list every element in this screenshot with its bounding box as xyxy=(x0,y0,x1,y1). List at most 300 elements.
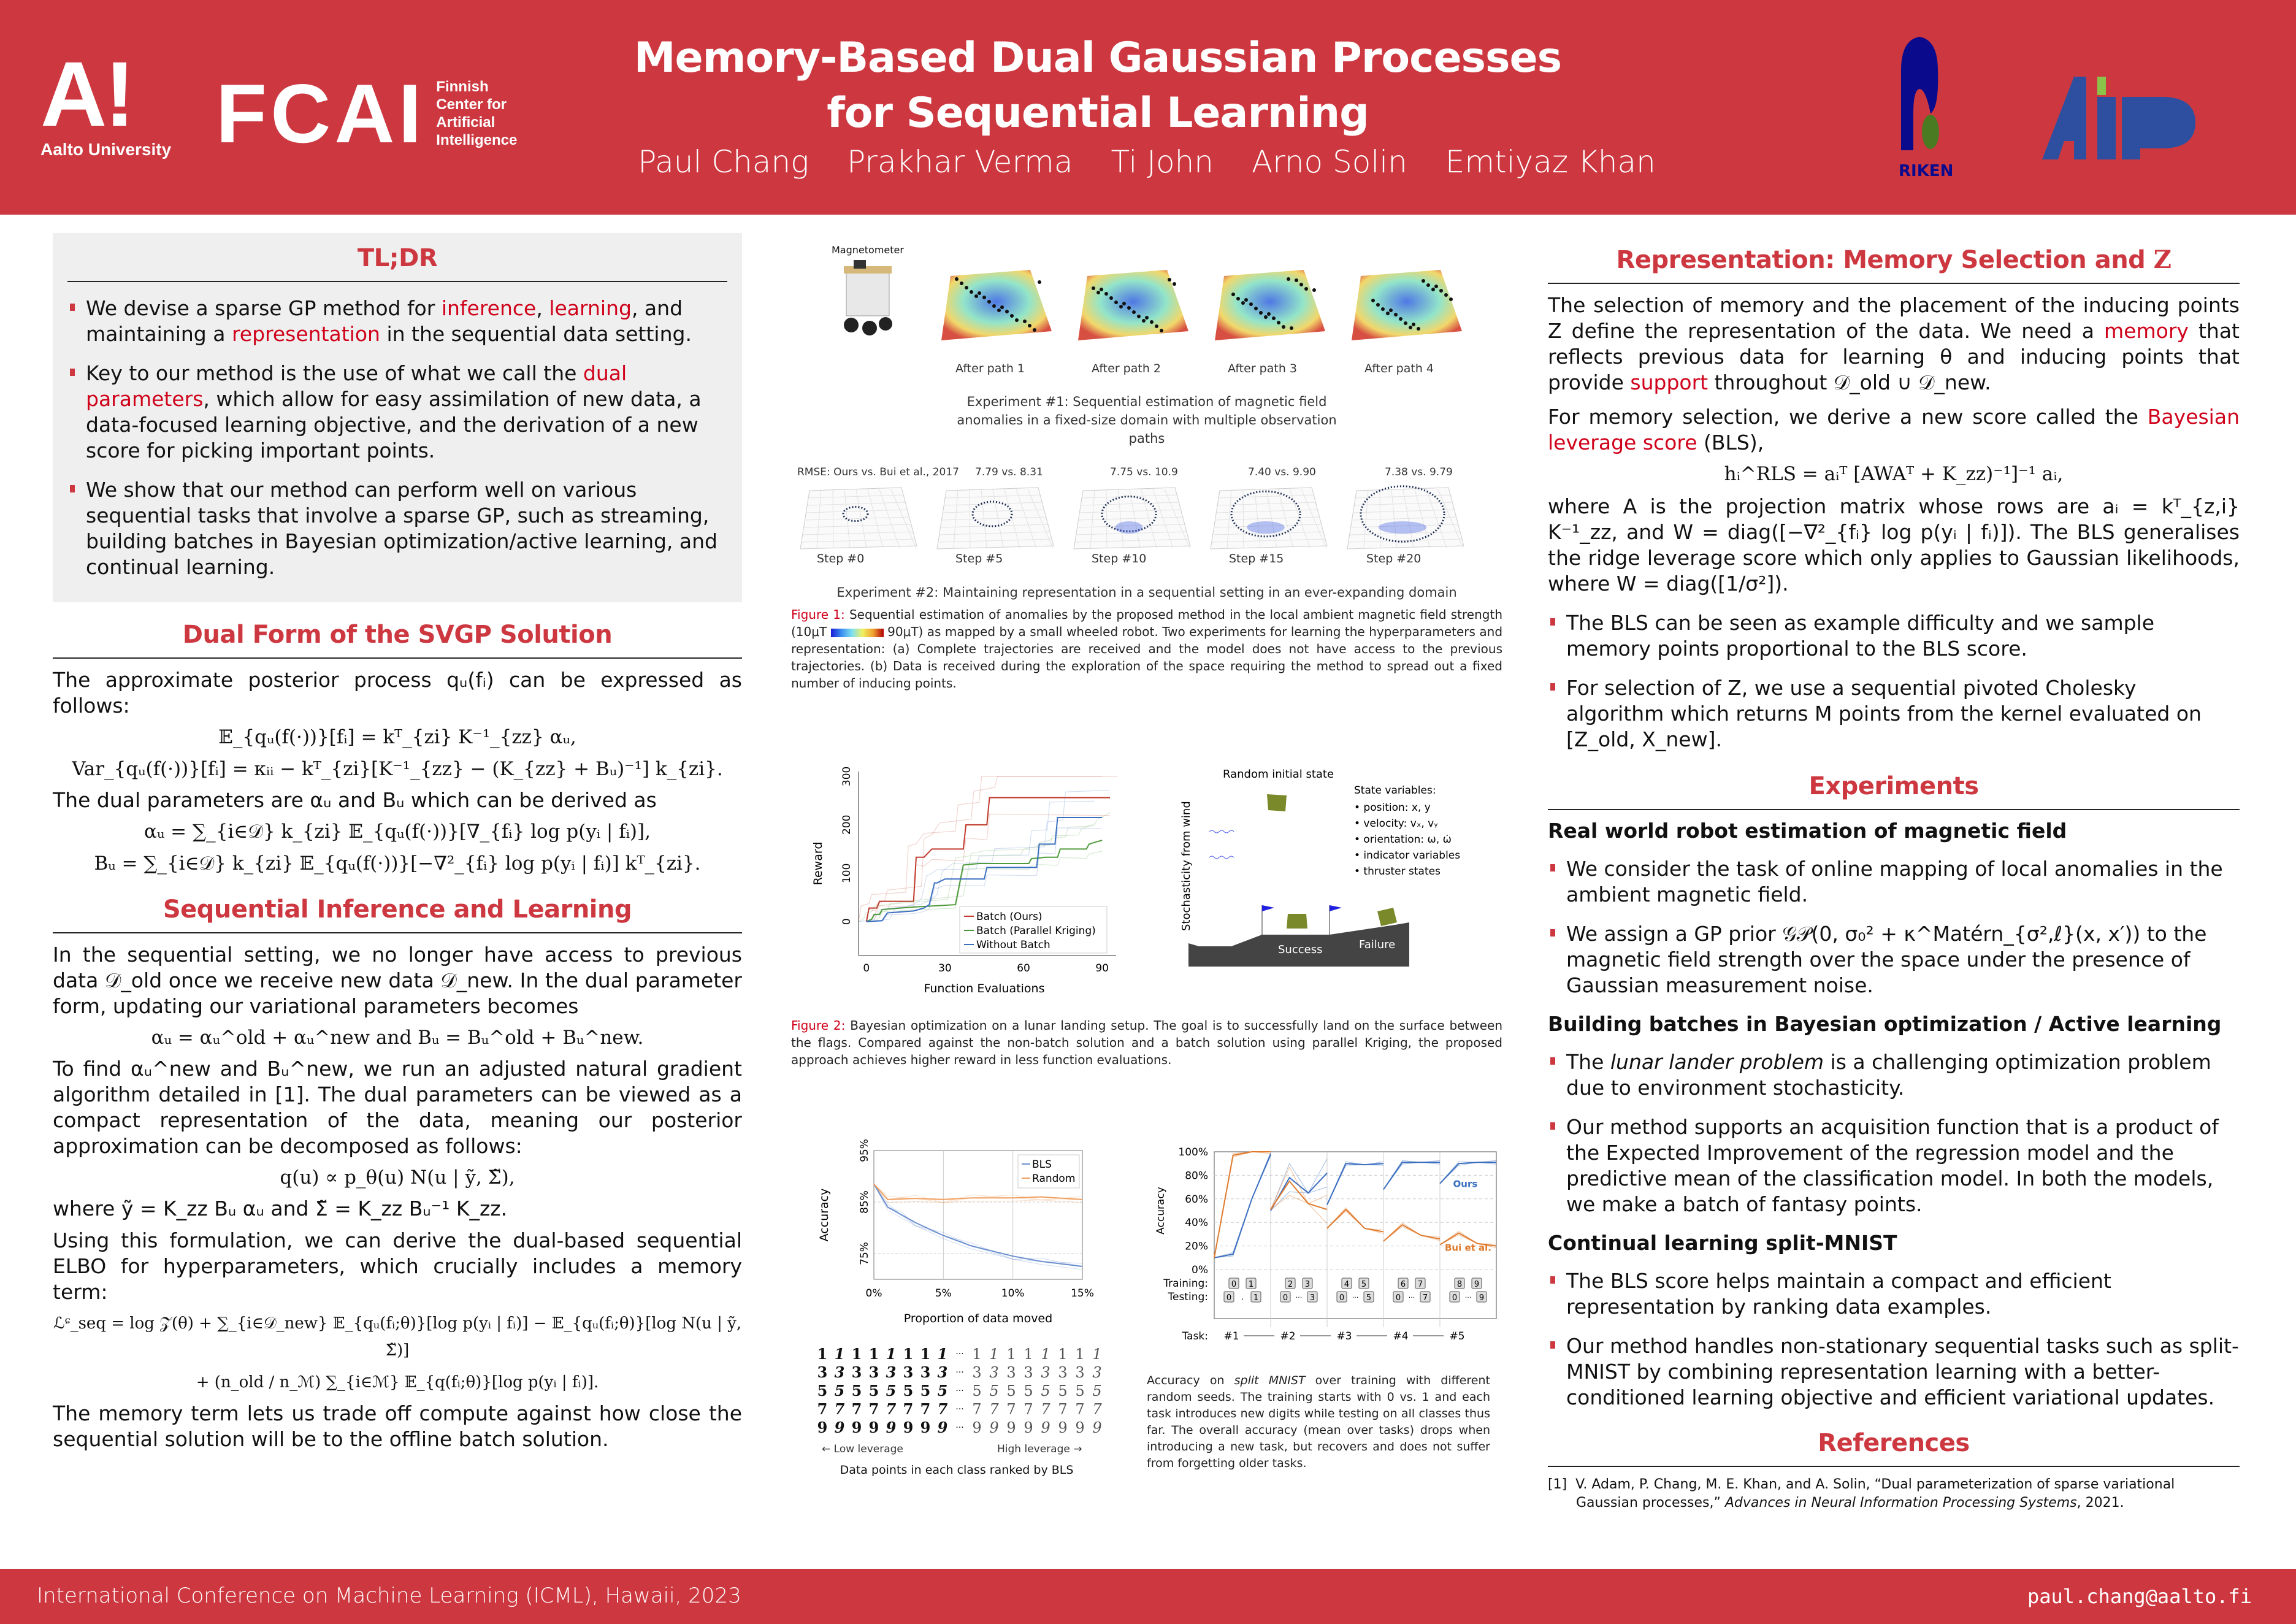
observation-point xyxy=(982,296,986,299)
magnetometer-label: Magnetometer xyxy=(832,244,904,256)
tldr-title: TL;DR xyxy=(67,233,727,282)
digit-sample: 3 xyxy=(937,1363,948,1381)
observation-point xyxy=(1160,329,1163,332)
wind-icon xyxy=(1209,830,1234,833)
magnetic-field-map xyxy=(938,264,1055,343)
task-number: #2 xyxy=(1280,1330,1296,1342)
legend-label: Without Batch xyxy=(976,939,1050,951)
observation-point xyxy=(1100,288,1103,291)
ellipsis: ··· xyxy=(955,1386,964,1396)
digit-sample: 3 xyxy=(1075,1364,1085,1381)
observation-point xyxy=(1150,320,1154,324)
poster-header xyxy=(0,0,2296,215)
observation-point xyxy=(1312,288,1316,292)
digit-sample: 9 xyxy=(972,1419,982,1436)
fcai-line: Intelligence xyxy=(436,132,518,148)
digit-sample: 7 xyxy=(920,1400,931,1418)
digit-sample: 1 xyxy=(1024,1346,1033,1363)
observation-point xyxy=(1155,324,1158,328)
series-line xyxy=(1214,1152,1271,1258)
testing-label: Testing: xyxy=(1168,1291,1208,1303)
reward-chart xyxy=(791,753,1135,1011)
bullet-item: The BLS score helps maintain a compact and efficient representation by ranking data examples. xyxy=(1548,1268,2240,1320)
step-label: Step #0 xyxy=(817,552,865,565)
digit-label: 5 xyxy=(1366,1293,1372,1303)
observation-point xyxy=(1412,323,1415,326)
reference-item: [1] V. Adam, P. Chang, M. E. Khan, and A. Solin, “Dual parameterization of sparse variational Gaussian processes,” Advances in Neural Information Processing Systems, 2021. xyxy=(1548,1477,2175,1511)
observation-point xyxy=(965,286,968,289)
digit-sample: 5 xyxy=(1024,1382,1033,1400)
observation-point xyxy=(1434,285,1438,288)
digit-label: 8 xyxy=(1456,1280,1463,1289)
digit-sample: 5 xyxy=(903,1382,914,1400)
y-tick-label: 100% xyxy=(1178,1146,1208,1159)
robot-image xyxy=(840,258,901,343)
colorbar xyxy=(831,629,884,637)
observation-point xyxy=(1426,283,1430,287)
y-tick-label: 200 xyxy=(841,814,853,835)
equation-elbo: ℒᶝ_seq = log 𝒵(θ) + ∑_{i∈𝒟_new} 𝔼_{qᵤ(fᵢ;θ)}[log p(yᵢ | fᵢ)] − 𝔼_{qᵤ(fᵢ;θ)}[log N(u | ỹ, Σ̃)] xyxy=(53,1314,742,1360)
observation-point xyxy=(1241,301,1245,305)
digit-label: 3 xyxy=(1304,1280,1311,1289)
dual-form-intro: The approximate posterior process qᵤ(fᵢ) can be expressed as follows: xyxy=(53,668,742,718)
task-label: Task: xyxy=(1182,1330,1208,1342)
series-line xyxy=(1214,1154,1271,1258)
figure3-panel xyxy=(791,1127,1502,1507)
observation-point xyxy=(1000,305,1004,309)
digit-sample: 7 xyxy=(903,1400,914,1418)
observation-point xyxy=(1272,316,1276,320)
observation-point xyxy=(1028,324,1031,327)
annotation-bui: Bui et al. xyxy=(1444,1242,1492,1254)
rmse-value: 7.79 vs. 8.31 xyxy=(975,466,1043,478)
experiment2-maps xyxy=(791,485,1502,552)
lander-icon xyxy=(1377,908,1397,926)
dual-form-title: Dual Form of the SVGP Solution xyxy=(53,608,742,659)
observation-point xyxy=(955,277,959,281)
digit-sample: 3 xyxy=(886,1363,897,1381)
x-tick-label: 90 xyxy=(1095,962,1109,975)
experiment-bullets xyxy=(1548,856,2240,998)
digit-sample: 7 xyxy=(817,1400,828,1418)
ellipsis: ··· xyxy=(955,1368,964,1377)
representation-paragraph: where A is the projection matrix whose rows are aᵢ = kᵀ_{z,i} K⁻¹_zz, and W = diag([−∇²_{fᵢ} log p(yᵢ | fᵢ)]). The BLS generalises the ridge leverage score which only applies to Gaussian likelihoods, where W = diag([1/σ²]). xyxy=(1548,494,2240,596)
experiments-title: Experiments xyxy=(1548,760,2240,810)
state-variables-title: State variables: xyxy=(1354,784,1436,797)
experiment-subheading: Real world robot estimation of magnetic field xyxy=(1548,819,2067,843)
observation-point xyxy=(1259,311,1263,315)
observation-point xyxy=(1290,326,1293,330)
y-tick-label: 75% xyxy=(859,1242,871,1265)
digit-sample: 3 xyxy=(903,1363,914,1381)
step-label: Step #15 xyxy=(1229,552,1284,565)
observation-point xyxy=(1236,297,1240,301)
magnetic-field-map xyxy=(1349,264,1465,343)
high-leverage-label: High leverage → xyxy=(997,1443,1082,1455)
state-variable: • orientation: ω, ω̇ xyxy=(1354,833,1452,846)
digit-sample: 1 xyxy=(868,1345,879,1363)
observation-point xyxy=(1299,283,1303,286)
digit-sample: 9 xyxy=(1092,1419,1102,1436)
series-line xyxy=(1327,1209,1383,1231)
digit-sample: 7 xyxy=(972,1401,982,1418)
y-tick-label: 100 xyxy=(841,863,853,884)
ellipsis: ··· xyxy=(1352,1293,1359,1301)
digit-sample: 7 xyxy=(834,1400,845,1418)
digit-sample: 3 xyxy=(972,1364,982,1381)
digit-label: 0 xyxy=(1231,1280,1237,1289)
ellipsis: ··· xyxy=(1408,1293,1415,1301)
digit-label: 2 xyxy=(1287,1280,1293,1289)
digit-sample: 9 xyxy=(1058,1419,1068,1436)
figure2-caption: Figure 2: Bayesian optimization on a lunar landing setup. The goal is to successfully land on the surface between the flags. Compared against the non-batch solution and a batch solution using parallel Kriging, the proposed approach achieves higher reward in less function evaluations. xyxy=(791,1018,1502,1067)
observation-point xyxy=(1114,301,1118,304)
observation-point xyxy=(997,308,1001,312)
observation-point xyxy=(1119,305,1123,308)
legend-label: BLS xyxy=(1032,1159,1052,1171)
step-label: Step #20 xyxy=(1366,552,1422,565)
digit-label: 3 xyxy=(1309,1293,1315,1303)
digit-sample: 7 xyxy=(1024,1401,1033,1418)
observation-point xyxy=(1231,293,1235,296)
digit-sample: 9 xyxy=(834,1419,845,1436)
observation-point xyxy=(1389,308,1393,312)
digit-sample: 1 xyxy=(817,1345,828,1363)
observation-point xyxy=(1386,312,1390,315)
digit-row xyxy=(816,1363,1110,1382)
figure1-caption: Figure 1: Sequential estimation of anomalies by the proposed method in the local ambient magnetic field strength (10μT 90μT) as mapped by a small wheeled robot. Two experiments for learning the hyperparameters and representation: (a) Complete trajectories are received and the model does not have access to the previous trajectories. (b) Data is received during the exploration of the space requiring the method to spread out a fixed number of inducing points. xyxy=(791,607,1503,691)
author: Arno Solin xyxy=(1251,144,1407,180)
observation-point xyxy=(1244,298,1248,302)
tldr-list xyxy=(67,296,727,580)
y-tick-label: 300 xyxy=(841,766,853,787)
mnist-digit-grid xyxy=(816,1345,1110,1437)
digits-caption: Data points in each class ranked by BLS xyxy=(840,1463,1074,1477)
digit-row xyxy=(816,1419,1110,1437)
digit-sample: 9 xyxy=(937,1419,948,1436)
author-list xyxy=(613,144,1680,180)
digit-sample: 9 xyxy=(920,1419,931,1436)
observation-point xyxy=(1015,318,1019,322)
fcai-logo-mark: FCAI xyxy=(216,67,426,160)
ellipsis: ··· xyxy=(955,1404,964,1414)
ellipsis: , xyxy=(1241,1293,1244,1301)
figure2-panel xyxy=(791,753,1502,1017)
observation-point xyxy=(1376,303,1380,307)
wind-icon xyxy=(1209,856,1234,859)
digit-sample: 3 xyxy=(1092,1364,1102,1381)
observation-point xyxy=(1431,288,1435,291)
observation-point xyxy=(1122,302,1126,305)
representation-bullets xyxy=(1548,610,2240,753)
riken-logo xyxy=(1895,34,1975,181)
observation-point xyxy=(1033,328,1036,332)
aalto-logo-name: Aalto University xyxy=(40,140,172,159)
x-tick-label: 0% xyxy=(865,1287,882,1300)
legend-label: Batch (Ours) xyxy=(976,911,1043,923)
digit-sample: 3 xyxy=(1024,1364,1033,1381)
step-label: Step #5 xyxy=(955,552,1003,565)
experiment-bullets xyxy=(1548,1049,2240,1217)
digit-sample: 7 xyxy=(1041,1401,1050,1418)
random-initial-state-label: Random initial state xyxy=(1223,768,1334,781)
digit-sample: 7 xyxy=(1092,1401,1102,1418)
observation-point xyxy=(1145,316,1149,320)
digit-sample: 5 xyxy=(1006,1382,1016,1400)
contact-email[interactable]: paul.chang@aalto.fi xyxy=(2027,1585,2252,1608)
flag-icon xyxy=(1330,905,1342,911)
digit-label: 4 xyxy=(1344,1280,1350,1289)
sequential-paragraph: To find αᵤ^new and Bᵤ^new, we run an adjusted natural gradient algorithm detailed in [1]. The dual parameters can be viewed as a compact representation of the data, meaning our posterior approximation can be decomposed as follows: xyxy=(53,1057,742,1158)
legend-label: Random xyxy=(1032,1173,1076,1185)
y-tick-label: 20% xyxy=(1185,1240,1208,1253)
faint-run-line xyxy=(874,1184,1082,1263)
y-axis-label: Accuracy xyxy=(1155,1187,1167,1235)
digit-sample: 5 xyxy=(1058,1382,1068,1400)
observation-point xyxy=(978,291,981,295)
series-line xyxy=(1214,1152,1271,1258)
author: Ti John xyxy=(1111,144,1214,180)
digit-sample: 1 xyxy=(937,1345,948,1363)
digit-label: 0 xyxy=(1226,1293,1232,1303)
wind-label: Stochasticity from wind xyxy=(1180,801,1193,931)
observation-point xyxy=(1282,325,1285,329)
digit-label: 6 xyxy=(1400,1280,1406,1289)
equation-mean: 𝔼_{qᵤ(f(·))}[fᵢ] = kᵀ_{zi} K⁻¹_{zz} αᵤ, xyxy=(218,726,576,748)
aalto-logo-mark: A! xyxy=(40,42,133,145)
observation-point xyxy=(1422,279,1425,283)
digit-sample: 9 xyxy=(868,1419,879,1436)
digit-sample: 7 xyxy=(1006,1401,1016,1418)
y-tick-label: 0% xyxy=(1192,1264,1208,1276)
digit-sample: 5 xyxy=(972,1382,982,1400)
fcai-line: Artificial xyxy=(436,114,496,131)
digit-sample: 1 xyxy=(1058,1346,1068,1363)
expanding-domain-map xyxy=(1207,485,1330,552)
digit-sample: 1 xyxy=(851,1345,862,1363)
sequential-title: Sequential Inference and Learning xyxy=(53,883,742,933)
fcai-line: Center for xyxy=(436,96,507,113)
expanding-domain-map xyxy=(934,485,1057,552)
rmse-value: 7.75 vs. 10.9 xyxy=(1110,466,1178,478)
observation-point xyxy=(1371,299,1375,302)
observation-point xyxy=(1127,306,1131,310)
observation-point xyxy=(992,304,996,308)
author: Paul Chang xyxy=(638,144,809,180)
digit-sample: 7 xyxy=(937,1400,948,1418)
digit-sample: 9 xyxy=(1024,1419,1033,1436)
digit-sample: 5 xyxy=(937,1382,948,1400)
fcai-logo xyxy=(216,67,518,160)
observation-point xyxy=(1104,292,1108,296)
bullet-item: For selection of Z, we use a sequential pivoted Cholesky algorithm which returns M points from the kernel evaluated on [Z_old, X_new]. xyxy=(1548,675,2240,753)
digit-sample: 5 xyxy=(868,1382,879,1400)
digit-sample: 7 xyxy=(1058,1401,1068,1418)
tldr-item: We show that our method can perform well on various sequential tasks that involve a sparse GP, such as streaming, building batches in Bayesian optimization/active learning, and continual learning. xyxy=(67,477,727,580)
y-tick-label: 80% xyxy=(1185,1170,1208,1182)
task-number: #4 xyxy=(1393,1330,1409,1342)
x-axis-label: Function Evaluations xyxy=(924,982,1045,995)
digit-label: 0 xyxy=(1452,1293,1458,1303)
riken-logo-text: RIKEN xyxy=(1899,162,1954,180)
split-mnist-chart xyxy=(1141,1127,1502,1342)
expanding-domain-map xyxy=(797,485,920,552)
digit-label: 0 xyxy=(1395,1293,1401,1303)
series-line xyxy=(1327,1162,1383,1205)
observation-point xyxy=(1254,307,1258,310)
ellipsis: ··· xyxy=(1464,1293,1472,1301)
digit-sample: 3 xyxy=(851,1363,862,1381)
middle-column xyxy=(791,233,1502,1507)
digit-sample: 9 xyxy=(1075,1419,1085,1436)
state-variable: • indicator variables xyxy=(1354,849,1461,862)
observation-point xyxy=(1109,296,1113,300)
experiment1-panel xyxy=(791,233,1502,362)
observation-point xyxy=(1394,313,1398,316)
y-tick-label: 60% xyxy=(1185,1193,1208,1206)
y-tick-label: 0 xyxy=(841,918,853,925)
experiment-subheading: Continual learning split-MNIST xyxy=(1548,1231,1897,1255)
rmse-header: RMSE: Ours vs. Bui et al., 2017 xyxy=(797,466,959,478)
series-line xyxy=(874,1184,1082,1266)
mnist-caption: Accuracy on split MNIST over training with different random seeds. The training starts with 0 vs. 1 and each task introduces new digits while testing on all classes thus far. The overall accuracy (mean over tasks) drops when introducing a new task, but recovers and does not suffer from forgetting older tasks. xyxy=(1147,1374,1490,1470)
digit-sample: 5 xyxy=(920,1382,931,1400)
training-label: Training: xyxy=(1163,1277,1208,1290)
digit-sample: 9 xyxy=(903,1419,914,1436)
digit-sample: 1 xyxy=(1075,1346,1085,1363)
bullet-item: We assign a GP prior 𝒢𝒫(0, σ₀² + κ^Matérn_{σ²,ℓ}(x, x′)) to the magnetic field strength over the space under the presence of Gaussian measurement noise. xyxy=(1548,921,2240,998)
observation-point xyxy=(1038,280,1041,284)
equation-variance: Var_{qᵤ(f(·))}[fᵢ] = κᵢᵢ − kᵀ_{zi}[K⁻¹_{zz} − (K_{zz} + Bᵤ)⁻¹] k_{zi}. xyxy=(72,758,723,780)
digit-sample: 5 xyxy=(989,1382,999,1400)
equation-alpha: αᵤ = ∑_{i∈𝒟} k_{zi} 𝔼_{qᵤ(f(·))}[∇_{fᵢ} log p(yᵢ | fᵢ)], xyxy=(144,821,651,843)
observation-point xyxy=(970,290,973,294)
observation-point xyxy=(1381,307,1385,311)
digit-sample: 9 xyxy=(1006,1419,1016,1436)
experiment1-caption: Experiment #1: Sequential estimation of magnetic field anomalies in a fixed-size domain with multiple observation paths xyxy=(957,394,1337,446)
poster-title xyxy=(552,31,1644,141)
fcai-logo-text xyxy=(436,78,517,149)
observation-point xyxy=(1444,293,1448,297)
title-line-1: Memory-Based Dual Gaussian Processes xyxy=(633,34,1562,82)
flag-icon xyxy=(1262,905,1274,911)
digit-sample: 5 xyxy=(851,1382,862,1400)
tldr-item: Key to our method is the use of what we call the dual parameters, which allow for easy assimilation of new data, a data-focused learning objective, and the derivation of a new score for picking important points. xyxy=(67,361,727,464)
digit-label: 1 xyxy=(1253,1293,1259,1303)
state-variable: • thruster states xyxy=(1354,865,1441,878)
digit-sample: 1 xyxy=(1041,1346,1050,1363)
digit-label: 0 xyxy=(1339,1293,1345,1303)
fcai-line: Finnish xyxy=(436,79,489,95)
ellipsis: ··· xyxy=(955,1349,964,1359)
ellipsis: ··· xyxy=(1295,1293,1303,1301)
state-variable: • position: x, y xyxy=(1354,802,1431,814)
observation-point xyxy=(1277,321,1280,324)
observation-point xyxy=(1005,310,1009,313)
low-leverage-label: ← Low leverage xyxy=(822,1443,903,1455)
observation-point xyxy=(987,300,991,304)
representation-title: Representation: Memory Selection and Z xyxy=(1548,233,2240,284)
digit-label: 9 xyxy=(1479,1293,1485,1303)
observation-point xyxy=(1010,314,1014,318)
observation-point xyxy=(1267,312,1271,316)
digit-row xyxy=(816,1382,1110,1400)
observation-point xyxy=(1092,286,1095,290)
sequential-paragraph: In the sequential setting, we no longer have access to previous data 𝒟_old once we receive new data 𝒟_new. In the dual parameter form, updating our variational parameters becomes xyxy=(53,943,742,1018)
expanding-domain-map xyxy=(1344,485,1467,552)
x-tick-label: 30 xyxy=(938,962,952,975)
observation-point xyxy=(1137,315,1141,318)
tldr-box xyxy=(53,233,742,602)
digit-sample: 3 xyxy=(834,1363,845,1381)
digit-sample: 1 xyxy=(1006,1346,1016,1363)
y-tick-label: 40% xyxy=(1185,1217,1208,1230)
magnetic-field-map xyxy=(1212,264,1328,343)
conference-name: International Conference on Machine Learning (ICML), Hawaii, 2023 xyxy=(37,1584,741,1608)
observation-point xyxy=(1132,310,1136,314)
magnetic-field-map xyxy=(1075,264,1192,343)
observation-point xyxy=(1249,302,1253,306)
digit-sample: 1 xyxy=(834,1345,845,1363)
digit-sample: 5 xyxy=(1041,1382,1050,1400)
rmse-value: 7.40 vs. 9.90 xyxy=(1248,466,1316,478)
digit-sample: 5 xyxy=(834,1382,845,1400)
digit-sample: 3 xyxy=(920,1363,931,1381)
observation-point xyxy=(1304,287,1308,291)
experiment-subheading: Building batches in Bayesian optimization / Active learning xyxy=(1548,1012,2222,1036)
digit-sample: 5 xyxy=(817,1382,828,1400)
map-label: After path 3 xyxy=(1228,362,1297,375)
digit-label: 9 xyxy=(1474,1280,1480,1289)
equation-update: αᵤ = αᵤ^old + αᵤ^new and Bᵤ = Bᵤ^old + Bᵤ^new. xyxy=(151,1027,644,1049)
digit-sample: 9 xyxy=(851,1419,862,1436)
series-line xyxy=(1271,1195,1327,1224)
x-tick-label: 60 xyxy=(1017,962,1030,975)
observation-point xyxy=(1409,326,1412,329)
observation-point xyxy=(1264,315,1268,319)
author: Prakhar Verma xyxy=(847,144,1073,180)
rmse-row xyxy=(791,466,1502,485)
chart-legend xyxy=(960,906,1107,953)
y-tick-label: 85% xyxy=(859,1190,871,1214)
digit-sample: 3 xyxy=(868,1363,879,1381)
representation-paragraph: For memory selection, we derive a new score called the Bayesian leverage score (BLS), xyxy=(1548,405,2240,454)
rmse-value: 7.38 vs. 9.79 xyxy=(1385,466,1453,478)
equation-elbo-memory: + (n_old / n_ℳ) ∑_{i∈ℳ} 𝔼_{q(fᵢ;θ)}[log p(yᵢ | fᵢ)]. xyxy=(196,1373,599,1392)
map-label: After path 4 xyxy=(1364,362,1434,375)
title-line-2: for Sequential Learning xyxy=(827,89,1369,137)
lunar-lander-illustration xyxy=(1171,759,1502,968)
step-label: Step #10 xyxy=(1092,552,1147,565)
poster-footer xyxy=(0,1569,2296,1624)
bullet-item: The BLS can be seen as example difficulty and we sample memory points proportional to the BLS score. xyxy=(1548,610,2240,662)
digit-sample: 3 xyxy=(817,1363,828,1381)
lander-icon xyxy=(1267,794,1287,811)
digit-sample: 1 xyxy=(886,1345,897,1363)
digit-row xyxy=(816,1400,1110,1419)
digit-sample: 5 xyxy=(1075,1382,1085,1400)
observation-point xyxy=(1173,282,1176,286)
map-label: After path 2 xyxy=(1092,362,1161,375)
tldr-item: We devise a sparse GP method for inference, learning, and maintaining a representation in the sequential data setting. xyxy=(67,296,727,347)
bullet-item: Our method handles non-stationary sequential tasks such as split-MNIST by combining representation learning with a better-conditioned learning objective and efficient variational updates. xyxy=(1548,1333,2240,1411)
series-line xyxy=(1214,1152,1271,1258)
x-axis-label: Proportion of data moved xyxy=(903,1312,1053,1325)
digit-sample: 9 xyxy=(1041,1419,1050,1436)
digit-sample: 5 xyxy=(1092,1382,1102,1400)
x-tick-label: 0 xyxy=(863,962,870,975)
series-line xyxy=(1214,1152,1271,1258)
